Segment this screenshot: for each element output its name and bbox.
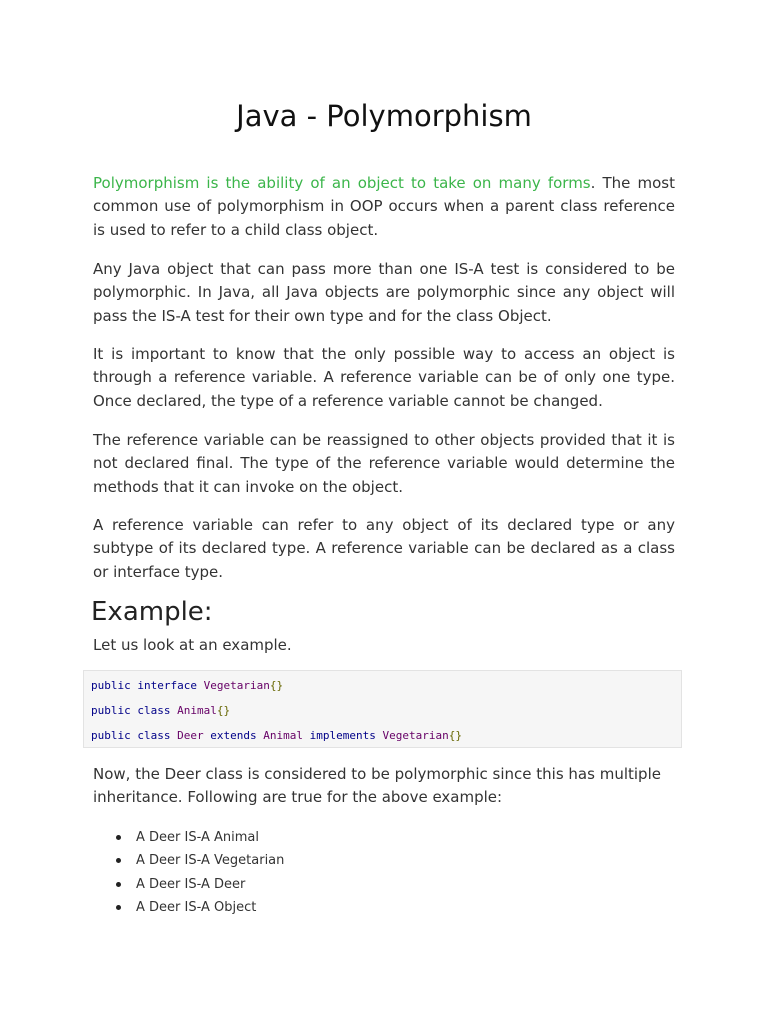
code-keyword: implements: [309, 729, 376, 742]
code-keyword: public: [91, 679, 131, 692]
code-punctuation: {}: [269, 679, 284, 692]
list-item-text: A Deer IS-A Animal: [136, 830, 260, 845]
bullet-icon: [116, 882, 121, 887]
code-block: [83, 670, 682, 748]
example-explanation: Now, the Deer class is considered to be polymorphic since this has multiple inheritance. Following are true for the above example:: [93, 765, 661, 807]
example-intro: Let us look at an example.: [93, 636, 292, 654]
is-a-list: [93, 826, 284, 919]
code-punctuation: {}: [448, 729, 462, 742]
list-item: [93, 896, 284, 919]
intro-paragraph-rest: . The most common use of polymorphism in OOP occurs when a parent class reference is used to refer to a child class object.: [93, 174, 676, 239]
paragraph-reassignment: The reference variable can be reassigned to other objects provided that it is not declared final. The type of the reference variable would determine the methods that it can invoke on the object.: [93, 431, 675, 496]
code-line-1: [91, 678, 283, 694]
code-keyword: class: [137, 729, 171, 742]
code-punctuation: {}: [216, 704, 231, 717]
list-item-text: A Deer IS-A Object: [136, 899, 257, 915]
code-keyword: interface: [137, 679, 197, 692]
page-title: Java - Polymorphism: [236, 99, 532, 133]
bullet-icon: [116, 905, 121, 910]
code-type: Deer: [177, 729, 204, 742]
code-keyword: public: [91, 704, 131, 717]
list-item: [93, 873, 284, 896]
example-heading: Example:: [91, 597, 213, 627]
code-keyword: class: [137, 704, 171, 717]
intro-paragraph: [93, 172, 675, 242]
code-keyword: extends: [210, 729, 257, 742]
list-item: [93, 849, 284, 872]
list-item: [93, 826, 284, 849]
paragraph-declared-type: A reference variable can refer to any object of its declared type or any subtype of its declared type. A reference variable can be declared as a class or interface type.: [93, 516, 675, 581]
paragraph-reference-variable: It is important to know that the only possible way to access an object is through a reference variable. A reference variable can be of only one type. Once declared, the type of a reference variable cannot be changed.: [93, 345, 675, 410]
paragraph-is-a-test: Any Java object that can pass more than one IS-A test is considered to be polymorphic. In Java, all Java objects are polymorphic since any object will pass the IS-A test for their own type and for the class Object.: [93, 260, 675, 325]
list-item-text: A Deer IS-A Deer: [136, 876, 246, 892]
code-keyword: public: [91, 729, 131, 742]
code-type: Vegetarian: [382, 729, 449, 742]
code-type: Animal: [263, 729, 303, 742]
list-item-text: A Deer IS-A Vegetarian: [136, 853, 285, 869]
bullet-icon: [116, 858, 121, 863]
code-type: Animal: [177, 704, 217, 717]
code-type: Vegetarian: [203, 679, 270, 692]
code-line-2: [91, 703, 230, 719]
bullet-icon: [116, 835, 121, 840]
code-line-3: [91, 728, 462, 744]
definition-highlight: Polymorphism is the ability of an object to take on many forms: [93, 174, 591, 192]
